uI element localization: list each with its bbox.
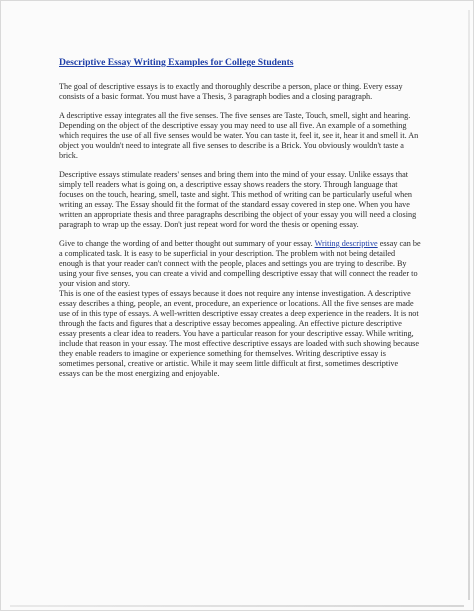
writing-descriptive-link[interactable]: Writing descriptive xyxy=(314,239,378,248)
document-title[interactable]: Descriptive Essay Writing Examples for College Students xyxy=(59,57,294,68)
paragraph-summary-continuation: This is one of the easiest types of essays because it does not require any intense investigation. A descriptive essay describes a thing, people, an event, procedure, an experience or locations. All the five senses are made use of in this type of essays. A well-written descriptive essay creates a deep experience in the readers. It is not through the facts and figures that a descriptive essay becomes appealing. An effective picture descriptive essay presents a clear idea to readers. You have a particular reason for your descriptive essay. While writing, include that reason in your essay. The most effective descriptive essays are loaded with such showing because they enable readers to imagine or experience something for themselves. Writing descriptive essay is sometimes personal, creative or artistic. While it may seem little difficult at first, sometimes descriptive essays can be the most energizing and enjoyable. xyxy=(59,289,419,378)
page-edge-bottom xyxy=(10,605,464,607)
paragraph-stimulate: Descriptive essays stimulate readers' senses and bring them into the mind of your essay. Unlike essays that simply tell readers what is going on, a descriptive essay shows readers the story. Through language that focuses on the touch, hearing, smell, taste and sight. This method of writing can be particularly useful when writing an essay. The Essay should fit the format of the standard essay covered in step one. When you have written an appropriate thesis and three paragraphs describing the object of your essay you will need a closing paragraph to wrap up the essay. Don't just repeat word for word the thesis or opening essay. xyxy=(59,170,417,229)
page-edge-right xyxy=(468,10,470,600)
paragraph-summary xyxy=(59,239,421,379)
paragraph-summary-rest: essay can be a complicated task. It is easy to be superficial in your description. The problem with not being detailed enough is that your reader can't connect with the people, places and settings you are trying to describe. By using your five senses, you can create a vivid and compelling descriptive essay that will connect the reader to your vision and story. xyxy=(59,239,421,288)
paragraph-summary-lead: Give to change the wording of and better thought out summary of your essay. xyxy=(59,239,315,248)
paragraph-senses: A descriptive essay integrates all the five senses. The five senses are Taste, Touch, smell, sight and hearing. Depending on the object of the descriptive essay you may need to use all five. An example of a something which requires the use of all five senses would be water. You can taste it, feel it, see it, hear it and smell it. An object you wouldn't need to integrate all five senses to describe is a Brick. You obviously wouldn't taste a brick. xyxy=(59,111,419,160)
document-content xyxy=(59,57,421,379)
paragraph-intro: The goal of descriptive essays is to exactly and thoroughly describe a person, place or thing. Every essay consists of a basic format. You must have a Thesis, 3 paragraph bodies and a closing paragraph. xyxy=(59,82,403,101)
